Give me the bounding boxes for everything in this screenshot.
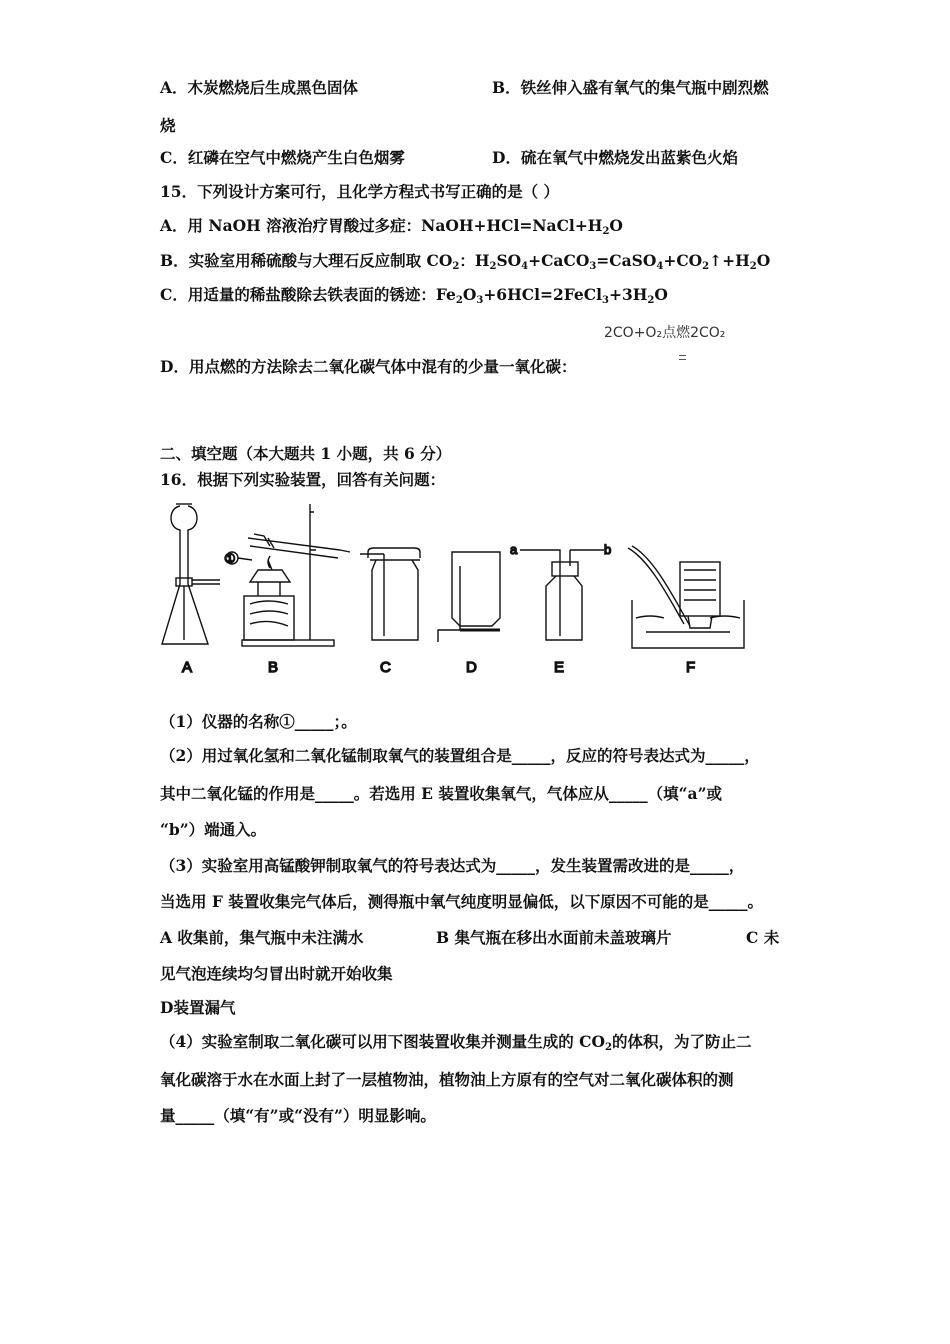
q14-option-b-cont: 烧 xyxy=(160,116,176,135)
apparatus-f xyxy=(628,546,744,648)
q14-option-c: C．红磷在空气中燃烧产生白色烟雾 xyxy=(160,148,405,167)
q16-part4-line2: 氧化碳溶于水在水面上封了一层植物油，植物油上方原有的空气对二氧化碳体积的测 xyxy=(160,1070,734,1089)
label-port-a: a xyxy=(510,542,518,557)
q15-option-b: B．实验室用稀硫酸与大理石反应制取 $CO_2$：$H_2SO_4+CaCO_3=CaSO_4+CO_2↑+H_2O$ xyxy=(160,251,771,272)
apparatus-d xyxy=(438,552,500,642)
label-e: E xyxy=(554,659,565,676)
q15-equation-image: 2CO+O₂点燃2CO₂ xyxy=(604,325,726,341)
q15-option-c: C．用适量的稀盐酸除去铁表面的锈迹：$Fe_2O_3+6HCl=2FeCl_3+3H_2O$ xyxy=(160,285,668,306)
q16-part2-line3: “b”）端通入。 xyxy=(160,820,267,839)
q15-stem: 15．下列设计方案可行，且化学方程式书写正确的是（ ） xyxy=(160,182,559,201)
section-heading: 二、填空题（本大题共 1 小题，共 6 分） xyxy=(160,444,452,463)
q16-part3-option-c-cont: 见气泡连续均匀冒出时就开始收集 xyxy=(160,964,393,983)
q16-part4-line3: 量_____（填“有”或“没有”）明显影响。 xyxy=(160,1106,436,1125)
label-c: C xyxy=(380,659,391,676)
q14-option-a: A．木炭燃烧后生成黑色固体 xyxy=(160,78,359,97)
q14-option-b: B．铁丝伸入盛有氧气的集气瓶中剧烈燃 xyxy=(492,78,769,97)
q14-option-d: D．硫在氧气中燃烧发出蓝紫色火焰 xyxy=(492,148,738,167)
label-a: A xyxy=(182,659,193,676)
apparatus-e xyxy=(520,550,604,640)
equation-mark xyxy=(679,352,686,366)
label-f: F xyxy=(686,659,696,676)
q16-part3-option-b: B 集气瓶在移出水面前未盖玻璃片 xyxy=(436,928,672,947)
apparatus-c xyxy=(360,548,420,640)
q16-part2-line2: 其中二氧化锰的作用是_____。若选用 E 装置收集氧气，气体应从_____（填“a”或 xyxy=(160,784,722,803)
q16-stem: 16．根据下列实验装置，回答有关问题： xyxy=(160,470,446,489)
apparatus-a xyxy=(162,504,220,644)
label-d: D xyxy=(466,659,477,676)
q16-part3-option-c: C 未 xyxy=(746,928,780,947)
q16-part3-line2: 当选用 F 装置收集完气体后，测得瓶中氧气纯度明显偏低，以下原因不可能的是_____。 xyxy=(160,892,764,911)
label-marker: ① xyxy=(224,551,236,566)
apparatus-figure xyxy=(150,500,760,682)
q16-part3-option-a: A 收集前，集气瓶中未注满水 xyxy=(160,928,364,947)
q15-option-d: D．用点燃的方法除去二氧化碳气体中混有的少量一氧化碳： xyxy=(160,357,577,376)
q16-part3-option-d: D装置漏气 xyxy=(160,998,236,1017)
q16-part3-line1: （3）实验室用高锰酸钾制取氧气的符号表达式为_____，发生装置需改进的是_____， xyxy=(160,856,745,875)
q16-part1: （1）仪器的名称①_____；。 xyxy=(160,712,357,731)
q15-option-a: A．用 NaOH 溶液治疗胃酸过多症：$NaOH+HCl=NaCl+H_2O$ xyxy=(160,216,623,237)
label-port-b: b xyxy=(604,542,612,557)
q16-part2-line1: （2）用过氧化氢和二氧化锰制取氧气的装置组合是_____，反应的符号表达式为_____， xyxy=(160,746,760,765)
label-b: B xyxy=(268,659,279,676)
q16-part4-line1: （4）实验室制取二氧化碳可以用下图装置收集并测量生成的 $CO_2$的体积，为了防止二 xyxy=(160,1032,752,1053)
apparatus-b xyxy=(226,504,350,646)
